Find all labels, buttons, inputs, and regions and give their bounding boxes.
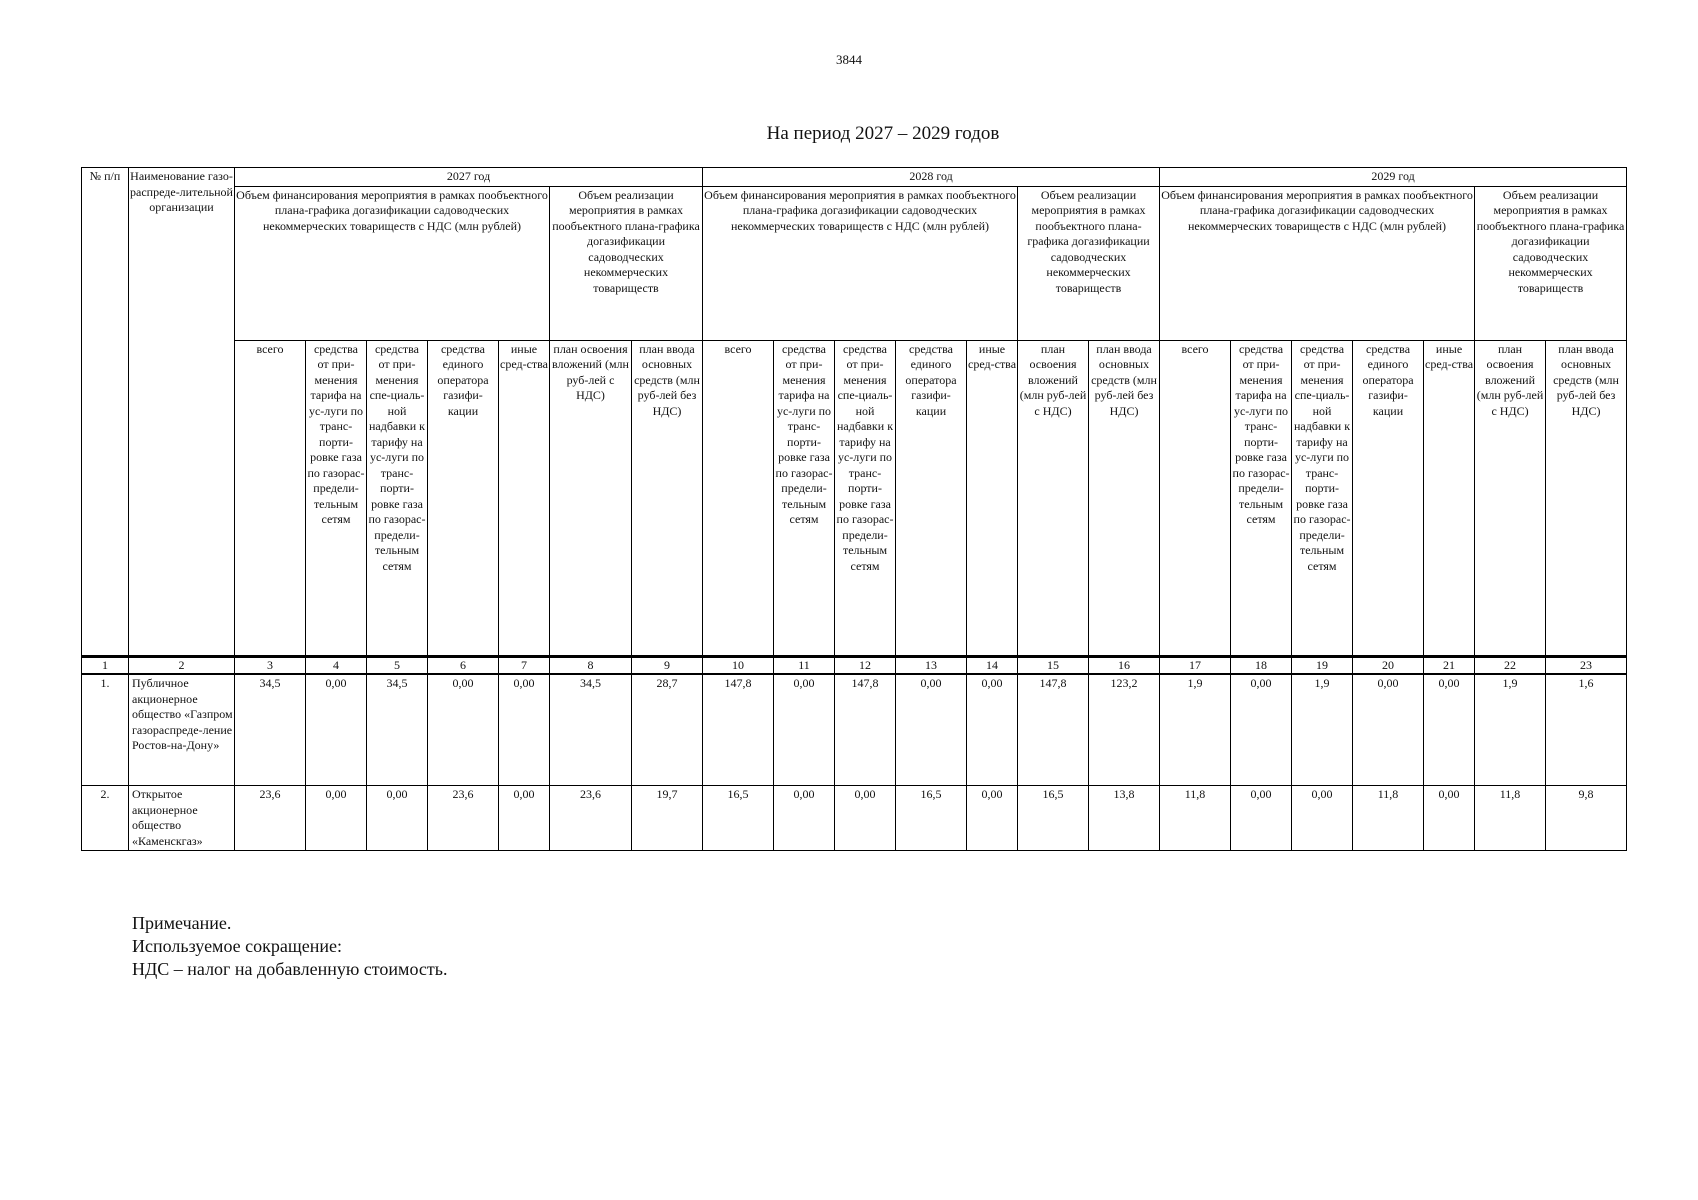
value-cell: 11,8 bbox=[1475, 786, 1546, 851]
subcol-investment-plan: план освоения вложений (млн руб-лей с НДС) bbox=[1018, 340, 1089, 656]
value-cell: 16,5 bbox=[703, 786, 774, 851]
value-cell: 1,9 bbox=[1160, 674, 1231, 786]
value-cell: 147,8 bbox=[1018, 674, 1089, 786]
header-row-groups bbox=[82, 186, 1627, 340]
subcol-investment-plan: план освоения вложений (млн руб-лей с НДС) bbox=[550, 340, 632, 656]
note-abbreviation-intro: Используемое сокращение: bbox=[132, 936, 342, 956]
document-title: На период 2027 – 2029 годов bbox=[766, 123, 1000, 144]
column-number: 19 bbox=[1292, 656, 1353, 674]
column-number: 5 bbox=[367, 656, 428, 674]
subcol-operator: средства единого оператора газифи-кации bbox=[1353, 340, 1424, 656]
row-number: 2. bbox=[82, 786, 129, 851]
value-cell: 0,00 bbox=[1424, 674, 1475, 786]
column-number: 18 bbox=[1231, 656, 1292, 674]
column-number: 21 bbox=[1424, 656, 1475, 674]
column-number: 11 bbox=[774, 656, 835, 674]
table-row bbox=[82, 674, 1627, 786]
header-realization-2029: Объем реализации мероприятия в рамках пообъектного плана-графика догазификации садоводческих некоммерческих товариществ bbox=[1475, 186, 1627, 340]
subcol-commissioning-plan: план ввода основных средств (млн руб-лей без НДС) bbox=[1546, 340, 1627, 656]
header-year-2029: 2029 год bbox=[1160, 168, 1627, 187]
column-number: 7 bbox=[499, 656, 550, 674]
subcol-total: всего bbox=[1160, 340, 1231, 656]
subcol-total: всего bbox=[703, 340, 774, 656]
value-cell: 147,8 bbox=[703, 674, 774, 786]
header-row-years bbox=[82, 168, 1627, 187]
column-number: 14 bbox=[967, 656, 1018, 674]
value-cell: 0,00 bbox=[306, 786, 367, 851]
subcol-surcharge: средства от при-менения спе-циаль-ной надбавки к тарифу на ус-луги по транс-порти-ровке газа по газорас-предели-тельным сетям bbox=[367, 340, 428, 656]
value-cell: 0,00 bbox=[774, 674, 835, 786]
value-cell: 0,00 bbox=[1353, 674, 1424, 786]
value-cell: 0,00 bbox=[774, 786, 835, 851]
subcol-operator: средства единого оператора газифи-кации bbox=[428, 340, 499, 656]
value-cell: 23,6 bbox=[235, 786, 306, 851]
header-realization-2027: Объем реализации мероприятия в рамках пообъектного плана-графика догазификации садоводческих некоммерческих товариществ bbox=[550, 186, 703, 340]
value-cell: 0,00 bbox=[967, 674, 1018, 786]
header-finance-2027: Объем финансирования мероприятия в рамках пообъектного плана-графика догазификации садоводческих некоммерческих товариществ с НДС (млн рублей) bbox=[235, 186, 550, 340]
column-number: 20 bbox=[1353, 656, 1424, 674]
value-cell: 0,00 bbox=[1231, 674, 1292, 786]
subcol-commissioning-plan: план ввода основных средств (млн руб-лей без НДС) bbox=[632, 340, 703, 656]
column-number: 2 bbox=[129, 656, 235, 674]
value-cell: 123,2 bbox=[1089, 674, 1160, 786]
note-abbreviation-vat: НДС – налог на добавленную стоимость. bbox=[132, 959, 448, 979]
value-cell: 0,00 bbox=[896, 674, 967, 786]
subcol-other: иные сред-ства bbox=[1424, 340, 1475, 656]
value-cell: 16,5 bbox=[896, 786, 967, 851]
subcol-tariff: средства от при-менения тарифа на ус-луги по транс-порти-ровке газа по газорас-предели-тельным сетям bbox=[774, 340, 835, 656]
value-cell: 34,5 bbox=[550, 674, 632, 786]
notes-block bbox=[132, 912, 447, 981]
subcol-commissioning-plan: план ввода основных средств (млн руб-лей без НДС) bbox=[1089, 340, 1160, 656]
header-number: № п/п bbox=[82, 168, 129, 657]
value-cell: 23,6 bbox=[550, 786, 632, 851]
column-number: 23 bbox=[1546, 656, 1627, 674]
subcol-other: иные сред-ства bbox=[967, 340, 1018, 656]
value-cell: 1,6 bbox=[1546, 674, 1627, 786]
column-number: 6 bbox=[428, 656, 499, 674]
value-cell: 0,00 bbox=[835, 786, 896, 851]
column-number: 22 bbox=[1475, 656, 1546, 674]
subcol-tariff: средства от при-менения тарифа на ус-луги по транс-порти-ровке газа по газорас-предели-тельным сетям bbox=[1231, 340, 1292, 656]
column-number: 10 bbox=[703, 656, 774, 674]
financing-table bbox=[81, 167, 1627, 851]
row-number: 1. bbox=[82, 674, 129, 786]
header-realization-2028: Объем реализации мероприятия в рамках пообъектного плана-графика догазификации садоводческих некоммерческих товариществ bbox=[1018, 186, 1160, 340]
column-number: 1 bbox=[82, 656, 129, 674]
page-number: 3844 bbox=[836, 52, 862, 67]
header-finance-2029: Объем финансирования мероприятия в рамках пообъектного плана-графика догазификации садоводческих некоммерческих товариществ с НДС (млн рублей) bbox=[1160, 186, 1475, 340]
value-cell: 11,8 bbox=[1353, 786, 1424, 851]
value-cell: 11,8 bbox=[1160, 786, 1231, 851]
header-row-subcolumns bbox=[82, 340, 1627, 656]
value-cell: 23,6 bbox=[428, 786, 499, 851]
org-name: Публичное акционерное общество «Газпром газораспреде-ление Ростов-на-Дону» bbox=[129, 674, 235, 786]
column-number: 8 bbox=[550, 656, 632, 674]
value-cell: 0,00 bbox=[967, 786, 1018, 851]
subcol-total: всего bbox=[235, 340, 306, 656]
value-cell: 0,00 bbox=[428, 674, 499, 786]
value-cell: 0,00 bbox=[499, 674, 550, 786]
value-cell: 19,7 bbox=[632, 786, 703, 851]
subcol-other: иные сред-ства bbox=[499, 340, 550, 656]
value-cell: 1,9 bbox=[1292, 674, 1353, 786]
value-cell: 0,00 bbox=[367, 786, 428, 851]
note-heading: Примечание. bbox=[132, 913, 232, 933]
value-cell: 34,5 bbox=[235, 674, 306, 786]
subcol-surcharge: средства от при-менения спе-циаль-ной надбавки к тарифу на ус-луги по транс-порти-ровке газа по газорас-предели-тельным сетям bbox=[1292, 340, 1353, 656]
header-org-name: Наименование газо-распреде-лительной организации bbox=[129, 168, 235, 657]
column-number: 3 bbox=[235, 656, 306, 674]
org-name: Открытое акционерное общество «Каменскгаз» bbox=[129, 786, 235, 851]
column-number: 4 bbox=[306, 656, 367, 674]
header-year-2028: 2028 год bbox=[703, 168, 1160, 187]
column-number: 17 bbox=[1160, 656, 1231, 674]
value-cell: 0,00 bbox=[306, 674, 367, 786]
column-numbers-row bbox=[82, 656, 1627, 674]
value-cell: 9,8 bbox=[1546, 786, 1627, 851]
header-finance-2028: Объем финансирования мероприятия в рамках пообъектного плана-графика догазификации садоводческих некоммерческих товариществ с НДС (млн рублей) bbox=[703, 186, 1018, 340]
subcol-surcharge: средства от при-менения спе-циаль-ной надбавки к тарифу на ус-луги по транс-порти-ровке газа по газорас-предели-тельным сетям bbox=[835, 340, 896, 656]
value-cell: 0,00 bbox=[1231, 786, 1292, 851]
value-cell: 16,5 bbox=[1018, 786, 1089, 851]
value-cell: 13,8 bbox=[1089, 786, 1160, 851]
column-number: 12 bbox=[835, 656, 896, 674]
value-cell: 34,5 bbox=[367, 674, 428, 786]
value-cell: 0,00 bbox=[1292, 786, 1353, 851]
subcol-investment-plan: план освоения вложений (млн руб-лей с НДС) bbox=[1475, 340, 1546, 656]
column-number: 16 bbox=[1089, 656, 1160, 674]
value-cell: 0,00 bbox=[499, 786, 550, 851]
column-number: 13 bbox=[896, 656, 967, 674]
subcol-tariff: средства от при-менения тарифа на ус-луги по транс-порти-ровке газа по газорас-предели-тельным сетям bbox=[306, 340, 367, 656]
header-year-2027: 2027 год bbox=[235, 168, 703, 187]
subcol-operator: средства единого оператора газифи-кации bbox=[896, 340, 967, 656]
value-cell: 28,7 bbox=[632, 674, 703, 786]
value-cell: 1,9 bbox=[1475, 674, 1546, 786]
table-row bbox=[82, 786, 1627, 851]
column-number: 9 bbox=[632, 656, 703, 674]
column-number: 15 bbox=[1018, 656, 1089, 674]
value-cell: 0,00 bbox=[1424, 786, 1475, 851]
value-cell: 147,8 bbox=[835, 674, 896, 786]
